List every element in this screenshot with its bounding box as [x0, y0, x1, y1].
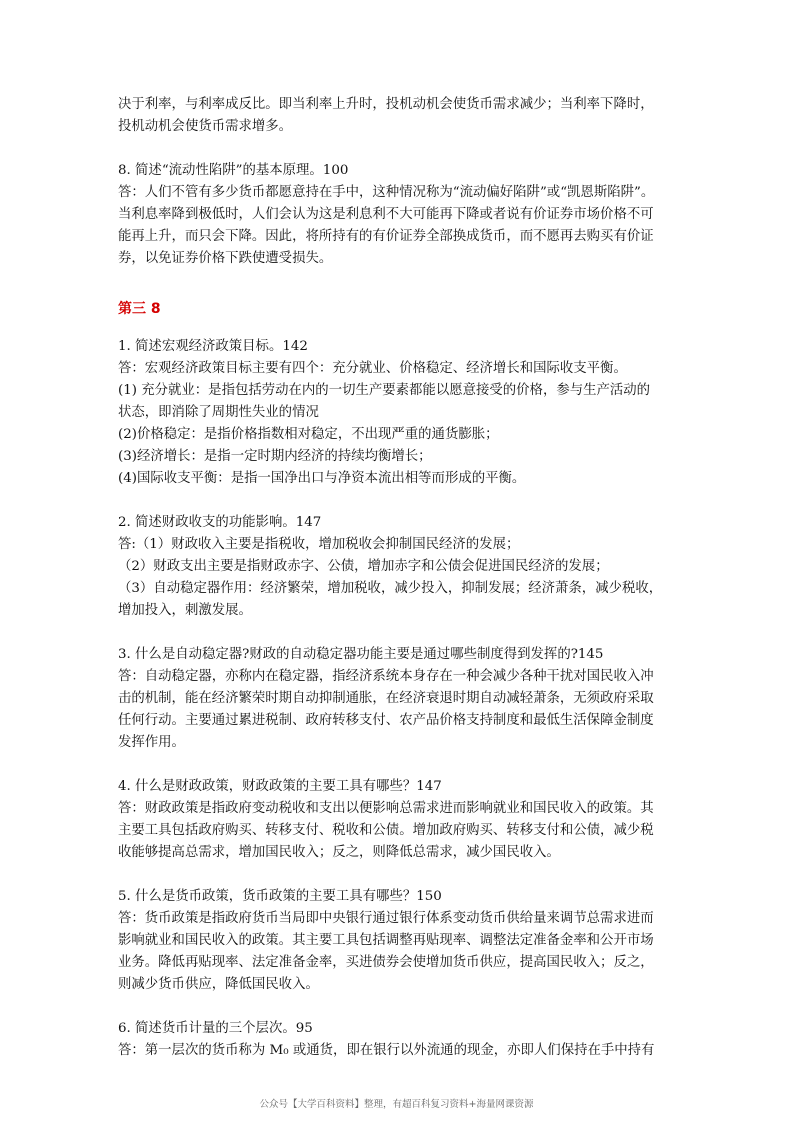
answer-line: （3）自动稳定器作用：经济繁荣，增加税收，减少投入，抑制发展；经济萧条，减少税收，	[118, 581, 663, 596]
question-3: 3. 什么是自动稳定器?财政的自动稳定器功能主要是通过哪些制度得到发挥的?145	[118, 647, 604, 662]
answer-line: (3)经济增长：是指一定时期内经济的持续均衡增长；	[118, 449, 432, 464]
answer-line: 答：人们不管有多少货币都愿意持在手中，这种情况称为“流动偏好陷阱”或“凯恩斯陷阱”。	[118, 185, 655, 200]
answer-line: (1) 充分就业：是指包括劳动在内的一切生产要素都能以愿意接受的价格，参与生产活动的	[118, 383, 651, 398]
answer-line: 影响就业和国民收入的政策。其主要工具包括调整再贴现率、调整法定准备金率和公开市场	[118, 933, 654, 948]
answer-line: 则减少货币供应，降低国民收入。	[118, 977, 319, 992]
answer-line: 增加投入，刺激发展。	[118, 603, 252, 618]
answer-line: 答：财政政策是指政府变动税收和支出以便影响总需求进而影响就业和国民收入的政策。其	[118, 801, 654, 816]
answer-line: （2）财政支出主要是指财政赤字、公债，增加赤字和公债会促进国民经济的发展；	[118, 559, 609, 574]
answer-line: 状态，即消除了周期性失业的情况	[118, 405, 319, 420]
answer-line: 任何行动。主要通过累进税制、政府转移支付、农产品价格支持制度和最低生活保障金制度	[118, 713, 654, 728]
page-footer: 公众号【大学百科资料】整理，有超百科复习资料+海量网课资源	[259, 1099, 534, 1110]
answer-line: 发挥作用。	[118, 735, 185, 750]
page-content	[118, 94, 678, 1062]
intro-line: 决于利率，与利率成反比。即当利率上升时，投机动机会使货币需求减少；当利率下降时，	[118, 97, 654, 112]
answer-line: 答：宏观经济政策目标主要有四个：充分就业、价格稳定、经济增长和国际收支平衡。	[118, 361, 627, 376]
answer-line: 答：第一层次的货币称为 M₀ 或通货，即在银行以外流通的现金，亦即人们保持在手中持有	[118, 1043, 655, 1058]
answer-line: 业务。降低再贴现率、法定准备金率，买进债券会使增加货币供应，提高国民收入；反之，	[118, 955, 654, 970]
answer-line: 当利息率降到极低时，人们会认为这是利息利不大可能再下降或者说有价证券市场价格不可	[118, 207, 654, 222]
question-4: 4. 什么是财政政策，财政政策的主要工具有哪些？147	[118, 779, 442, 794]
answer-line: 答：货币政策是指政府货币当局即中央银行通过银行体系变动货币供给量来调节总需求进而	[118, 911, 654, 926]
answer-line: (4)国际收支平衡：是指一国净出口与净资本流出相等而形成的平衡。	[118, 471, 526, 486]
answer-line: 能再上升，而只会下降。因此，将所持有的有价证券全部换成货币，而不愿再去购买有价证	[118, 229, 654, 244]
answer-line: 答：自动稳定器，亦称内在稳定器，指经济系统本身存在一种会减少各种干扰对国民收入冲	[118, 669, 654, 684]
answer-line: 击的机制，能在经济繁荣时期自动抑制通胀，在经济衰退时期自动减轻萧条，无须政府采取	[118, 691, 654, 706]
section-title: 第三 8	[118, 301, 161, 317]
question-5: 5. 什么是货币政策，货币政策的主要工具有哪些？150	[118, 889, 442, 904]
question-8: 8. 简述“流动性陷阱”的基本原理。100	[118, 163, 349, 178]
question-2: 2. 简述财政收支的功能影响。147	[118, 515, 322, 530]
answer-line: (2)价格稳定：是指价格指数相对稳定，不出现严重的通货膨胀；	[118, 427, 499, 442]
answer-line: 答:（1）财政收入主要是指税收，增加税收会抑制国民经济的发展；	[118, 537, 520, 552]
question-6: 6. 简述货币计量的三个层次。95	[118, 1021, 313, 1036]
answer-line: 券，以免证券价格下跌使遭受损失。	[118, 251, 333, 266]
answer-line: 主要工具包括政府购买、转移支付、税收和公债。增加政府购买、转移支付和公债，减少税	[118, 823, 654, 838]
question-1: 1. 简述宏观经济政策目标。142	[118, 339, 308, 354]
answer-line: 收能够提高总需求，增加国民收入；反之，则降低总需求，减少国民收入。	[118, 845, 560, 860]
intro-line: 投机动机会使货币需求增多。	[118, 119, 293, 134]
